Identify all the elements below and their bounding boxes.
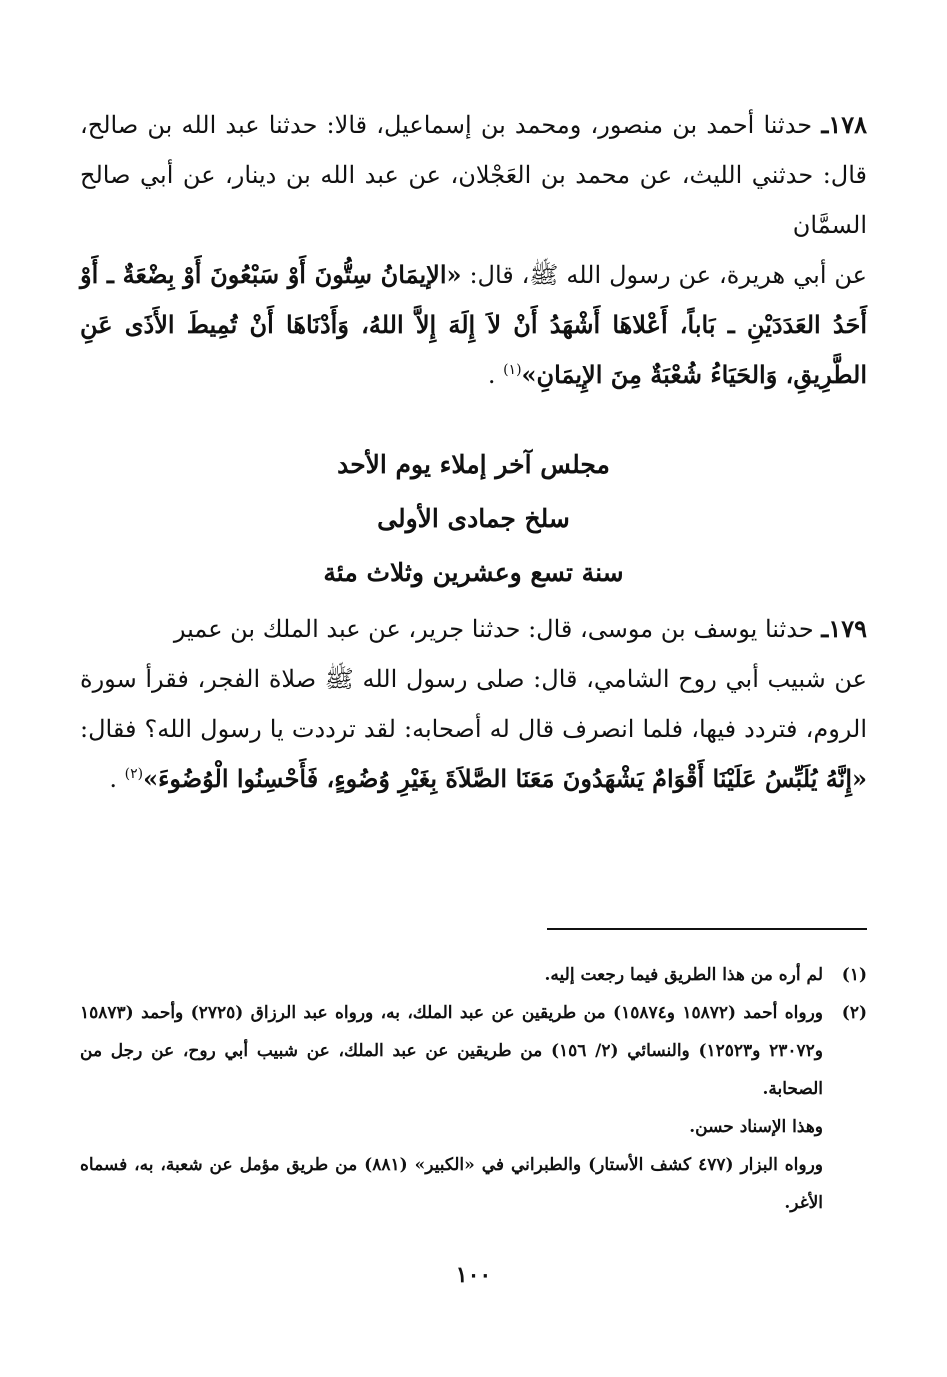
footnote-body [80, 994, 823, 1222]
end-mark: . [109, 765, 125, 793]
hadith-179-isnad [80, 604, 867, 654]
footnote-ref: (١) [503, 362, 522, 378]
footnote-line: ورواه أحمد (١٥٨٧٢ و١٥٨٧٤) من طريقين عن عبد الملك، به، ورواه عبد الرزاق (٢٧٢٥) وأحمد (١٥٨٧٣ و٢٣٠٧٢ و١٢٥٢٣) والنسائي (٢/ ١٥٦) من طريقين عن عبد الملك، عن شبيب أبي روح، عن رجل من الصحابة. [80, 1003, 824, 1099]
footnote-mark: (١) [841, 965, 867, 985]
page-number: ١٠٠ [455, 1262, 492, 1288]
main-text [80, 100, 867, 804]
hadith-matn: «الإيمَانُ سِتُّونَ أَوْ سَبْعُونَ أَوْ بِضْعَةٌ ـ أَوْ أَحَدُ العَدَدَيْنِ ـ بَاباً، أَعْلاهَا أَشْهَدُ أَنْ لاَ إِلَهَ إِلاَّ اللهُ، وَأَدْنَاهَا أَنْ تُمِيطَ الأَذَى عَنِ الطَّرِيقِ، وَالحَيَاءُ شُعْبَةٌ مِنَ الإِيمَانِ» [80, 260, 867, 389]
footnote-item [80, 956, 867, 994]
hadith-179-matn [80, 654, 867, 804]
isnad-line: عبد الله بن دينار، عن أبي صالح السمَّان [80, 161, 867, 239]
footnote-line: لم أره من هذا الطريق فيما رجعت إليه. [544, 965, 823, 985]
majlis-heading-line2: سلخ جمادى الأولى [377, 504, 570, 533]
isnad-text: حدثنا يوسف بن موسى، قال: حدثنا جرير، عن عبد الملك بن عمير [173, 615, 814, 643]
footnote-mark: (٢) [841, 1003, 867, 1023]
footnote-item [80, 994, 867, 1222]
hadith-178-isnad [80, 100, 867, 250]
end-mark: . [487, 361, 504, 389]
footnotes [80, 956, 867, 1222]
footnote-divider [547, 928, 867, 930]
footnote-line: وهذا الإسناد حسن. [689, 1117, 823, 1137]
majlis-heading-line1: مجلس آخر إملاء يوم الأحد [337, 450, 610, 479]
hadith-178-matn [80, 250, 867, 400]
isnad-line: حدثنا أحمد بن منصور، ومحمد بن إسماعيل، قالا: حدثنا [268, 111, 813, 139]
footnote-line: ورواه البزار (٤٧٧ كشف الأستار) والطبراني في «الكبير» (٨٨١) من طريق مؤمل عن شعبة، به، فسماه الأغر. [80, 1155, 824, 1213]
hadith-number: ١٧٩ـ [821, 614, 867, 643]
hadith-number: ١٧٨ـ [821, 110, 868, 139]
majlis-heading-line3: سنة تسع وعشرين وثلاث مئة [323, 558, 624, 587]
footnote-body [80, 956, 823, 994]
footnote-ref: (٢) [124, 766, 144, 782]
hadith-matn: «إِنَّهُ يُلَبِّسُ عَلَيْنَا أَقْوَامٌ يَشْهَدُونَ مَعَنَا الصَّلاَةَ بِغَيْرِ وُضُوءٍ، فَأَحْسِنُوا الْوُضُوءَ» [143, 764, 867, 793]
isnad-line: عبد الله بن صالح، قال: حدثني الليث، عن محمد بن العَجْلان، عن [80, 111, 867, 189]
hadith-intro: عن أبي هريرة، عن رسول الله ﷺ، قال: [461, 261, 868, 289]
hadith-intro: عن شبيب أبي روح الشامي، قال: صلى رسول الله ﷺ صلاة الفجر، فقرأ سورة الروم، فتردد فيها، فلما انصرف قال له أصحابه: لقد ترددت يا رسول الله؟ فقال: [80, 665, 868, 743]
